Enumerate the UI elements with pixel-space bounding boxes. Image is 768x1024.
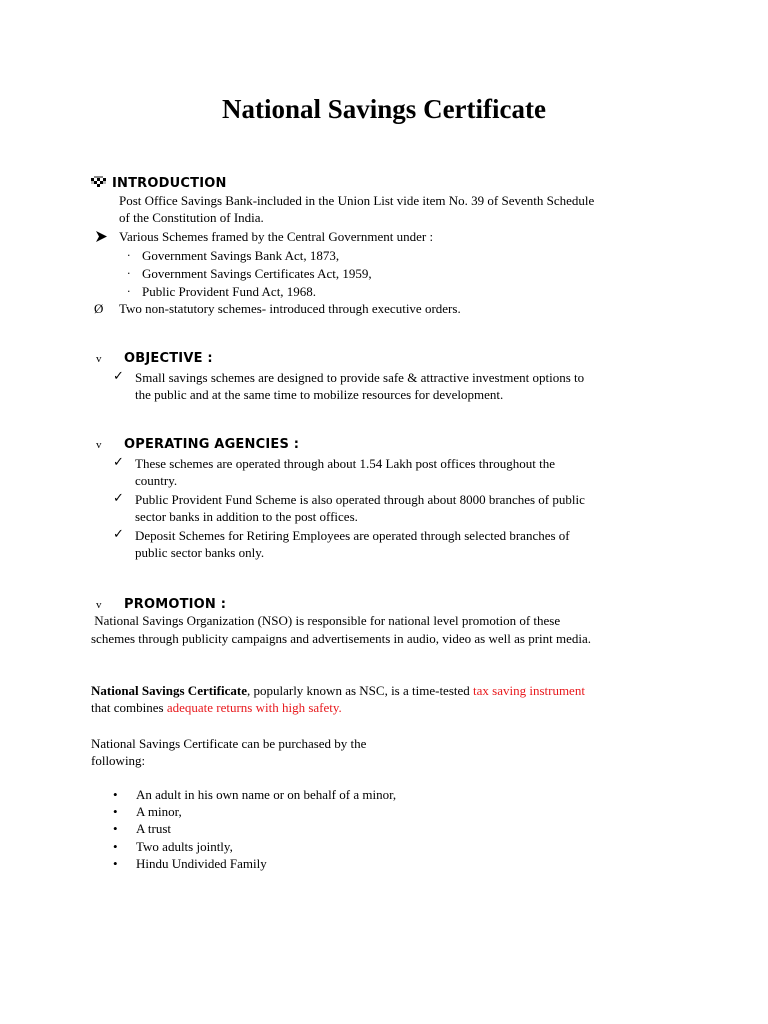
page-title: National Savings Certificate: [222, 94, 546, 124]
section-marker: v: [96, 353, 102, 365]
purchase-line1: National Savings Certificate can be purchased by the: [91, 736, 367, 751]
promotion-line1: National Savings Organization (NSO) is responsible for national level promotion of these: [91, 613, 561, 628]
agency-item2-line1: Public Provident Fund Scheme is also operated through about 8000 branches of public: [135, 492, 585, 507]
sub-bullet: ·: [127, 285, 131, 298]
act-item: Government Savings Certificates Act, 1959,: [142, 266, 372, 281]
checkered-diamond-icon: [91, 176, 107, 188]
section-marker: v: [96, 439, 102, 451]
objective-line2: the public and at the same time to mobilize resources for development.: [135, 387, 504, 402]
non-statutory-text: Two non-statutory schemes- introduced through executive orders.: [119, 301, 461, 316]
non-statutory-marker: Ø: [94, 301, 104, 316]
arrowhead-bullet-icon: [96, 231, 107, 242]
agency-item2-line2: sector banks in addition to the post offices.: [135, 509, 358, 524]
sub-bullet: ·: [127, 267, 131, 280]
bullet: •: [113, 839, 118, 854]
nsc-text: , popularly known as NSC, is a time-tested: [246, 683, 474, 698]
agency-item3-line1: Deposit Schemes for Retiring Employees are operated through selected branches of: [135, 528, 570, 543]
bullet: •: [113, 821, 118, 836]
list-item: A trust: [136, 821, 172, 836]
bullet: •: [113, 856, 118, 871]
purchase-line2: following:: [91, 753, 146, 768]
returns-safety-link[interactable]: adequate returns with high safety.: [166, 700, 342, 715]
schemes-label: Various Schemes framed by the Central Government under :: [119, 229, 434, 244]
nsc-bold-term: National Savings Certificate: [91, 683, 247, 698]
intro-paragraph-line1: Post Office Savings Bank-included in the Union List vide item No. 39 of Seventh Schedule: [119, 193, 595, 208]
checkmark-icon: ✓: [113, 369, 124, 384]
list-item: An adult in his own name or on behalf of a minor,: [136, 787, 397, 802]
list-item: Two adults jointly,: [136, 839, 233, 854]
list-item: A minor,: [136, 804, 182, 819]
objective-line1: Small savings schemes are designed to provide safe & attractive investment options to: [135, 370, 585, 385]
nsc-text: that combines: [91, 700, 167, 715]
section-heading-objective: OBJECTIVE :: [124, 351, 213, 366]
bullet: •: [113, 804, 118, 819]
tax-saving-link[interactable]: tax saving instrument: [473, 683, 585, 698]
section-heading-introduction: INTRODUCTION: [112, 176, 227, 191]
checkmark-icon: ✓: [113, 491, 124, 506]
sub-bullet: ·: [127, 249, 131, 262]
act-item: Public Provident Fund Act, 1968.: [142, 284, 317, 299]
promotion-line2: schemes through publicity campaigns and advertisements in audio, video as well as print media.: [91, 631, 592, 646]
agency-item1-line2: country.: [135, 473, 178, 488]
list-item: Hindu Undivided Family: [136, 856, 267, 871]
bullet: •: [113, 787, 118, 802]
section-heading-promotion: PROMOTION :: [124, 597, 227, 612]
intro-paragraph-line2: of the Constitution of India.: [119, 210, 264, 225]
checkmark-icon: ✓: [113, 455, 124, 470]
act-item: Government Savings Bank Act, 1873,: [142, 248, 340, 263]
checkmark-icon: ✓: [113, 527, 124, 542]
nsc-intro-line1: [91, 682, 585, 699]
section-heading-operating-agencies: OPERATING AGENCIES :: [124, 437, 300, 452]
section-marker: v: [96, 599, 102, 611]
nsc-intro-line2: [91, 699, 342, 716]
agency-item1-line1: These schemes are operated through about 1.54 Lakh post offices throughout the: [135, 456, 555, 471]
agency-item3-line2: public sector banks only.: [135, 545, 265, 560]
